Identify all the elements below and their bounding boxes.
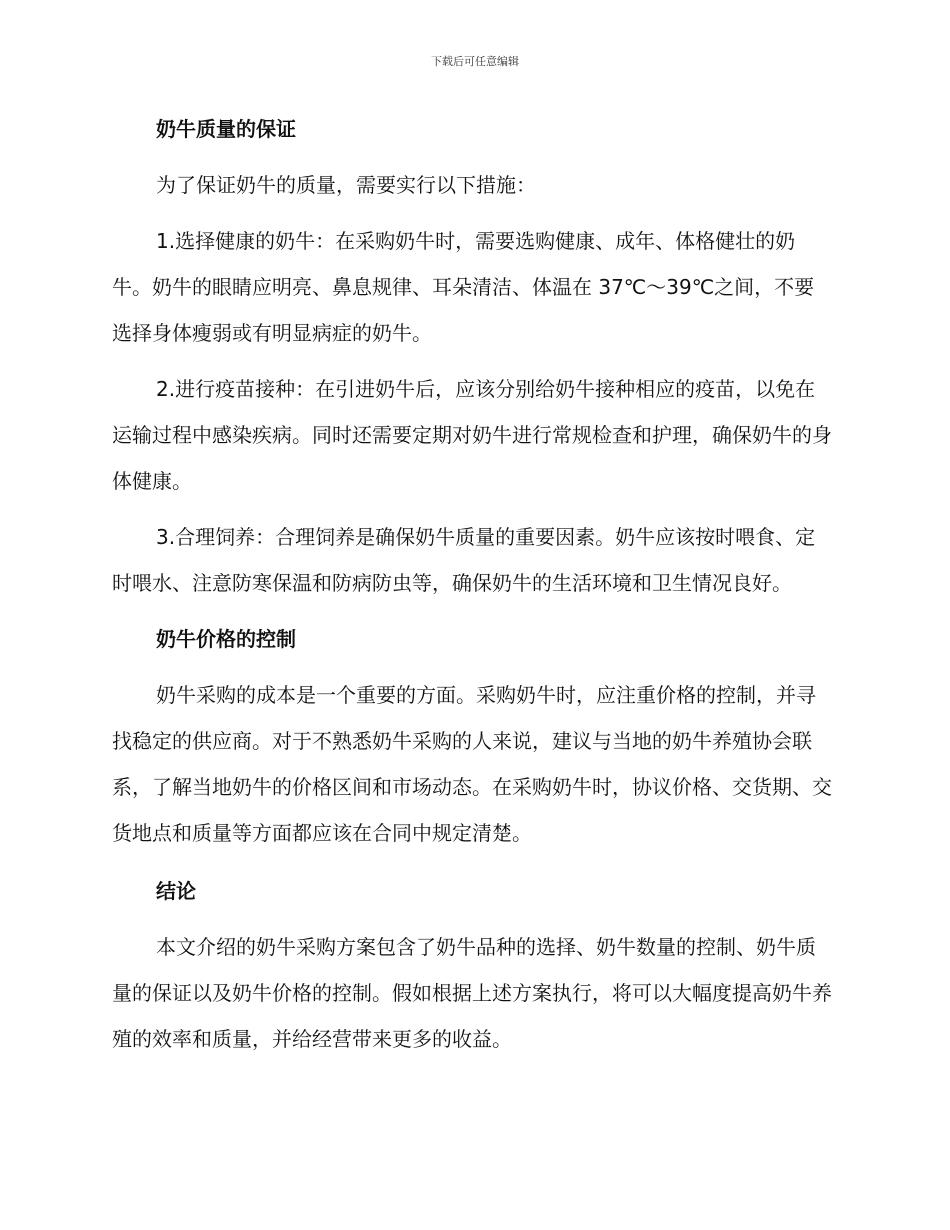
spacer <box>112 914 832 924</box>
spacer <box>112 856 832 868</box>
quality-intro: 为了保证奶牛的质量，需要实行以下措施： <box>156 173 536 197</box>
conclusion-body: 本文介绍的奶牛采购方案包含了奶牛品种的选择、奶牛数量的控制、奶牛质量的保证以及奶牛价格的控制。假如根据上述方案执行，将可以大幅度提高奶牛养殖的效率和质量，并给经营带来更多的收益。 <box>112 935 832 1051</box>
quality-item-1: 1.选择健康的奶牛：在采购奶牛时，需要选购健康、成年、体格健壮的奶牛。奶牛的眼睛应明亮、鼻息规律、耳朵清洁、体温在 37℃～39℃之间，不要选择身体瘦弱或有明显病症的奶牛。 <box>112 229 815 345</box>
section-title-price: 奶牛价格的控制 <box>156 627 296 651</box>
spacer <box>112 152 832 162</box>
quality-item-3: 3.合理饲养：合理饲养是确保奶牛质量的重要因素。奶牛应该按时喂食、定时喂水、注意防寒保温和防病防虫等，确保奶牛的生活环境和卫生情况良好。 <box>112 525 816 595</box>
spacer <box>112 208 832 218</box>
document-content <box>112 106 832 1062</box>
spacer <box>112 356 832 366</box>
section-title-quality: 奶牛质量的保证 <box>156 117 296 141</box>
spacer <box>112 606 832 616</box>
spacer <box>112 662 832 672</box>
price-body: 奶牛采购的成本是一个重要的方面。采购奶牛时，应注重价格的控制，并寻找稳定的供应商。对于不熟悉奶牛采购的人来说，建议与当地的奶牛养殖协会联系，了解当地奶牛的价格区间和市场动态。在采购奶牛时，协议价格、交货期、交货地点和质量等方面都应该在合同中规定清楚。 <box>112 683 832 845</box>
header-note: 下载后可任意编辑 <box>431 55 519 68</box>
section-title-conclusion: 结论 <box>156 879 196 903</box>
quality-item-2: 2.进行疫苗接种：在引进奶牛后，应该分别给奶牛接种相应的疫苗，以免在运输过程中感染疾病。同时还需要定期对奶牛进行常规检查和护理，确保奶牛的身体健康。 <box>112 377 832 493</box>
spacer <box>112 504 832 514</box>
